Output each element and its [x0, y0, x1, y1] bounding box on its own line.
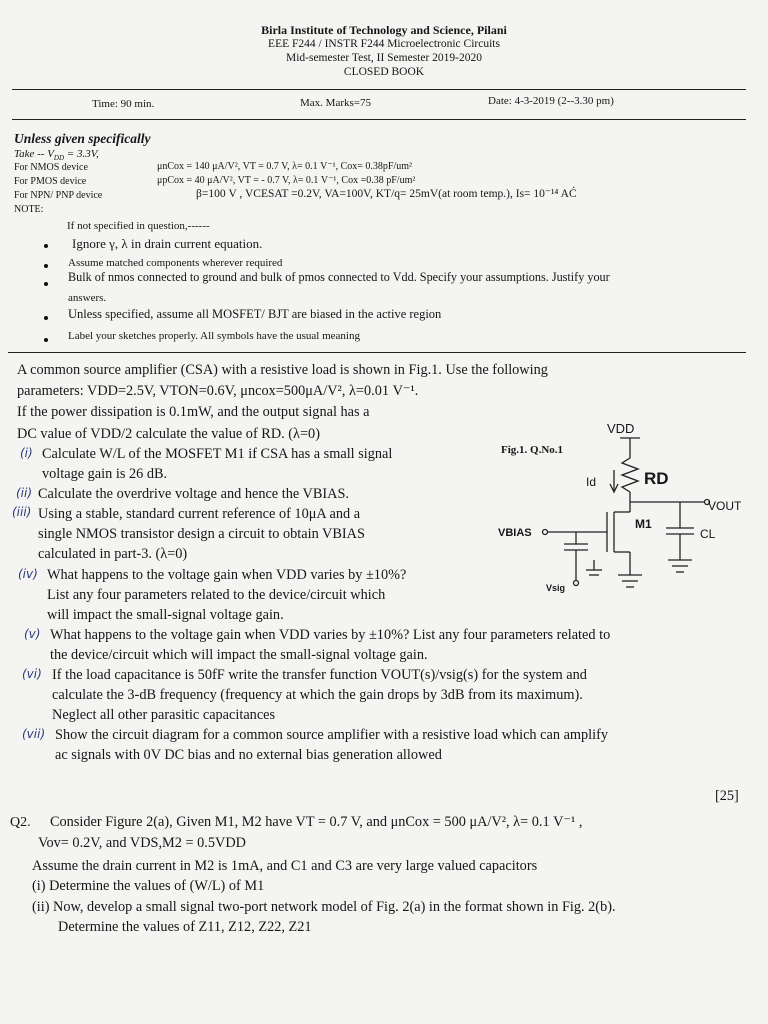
- fig1-vsig-label: Vsig: [546, 583, 566, 593]
- fig1-cl-label: CL: [700, 527, 716, 541]
- q1-part-5: What happens to the voltage gain when VDD varies by ±10%? List any four parameters related to: [50, 627, 611, 643]
- q1-part-1-cont: voltage gain is 26 dB.: [42, 466, 168, 482]
- q2-part-2-cont: Determine the values of Z11, Z12, Z22, Z21: [58, 919, 312, 935]
- exam-date: Date: 4-3-2019 (2--3.30 pm): [488, 95, 614, 107]
- q1-part-7: Show the circuit diagram for a common source amplifier with a resistive load which can amplify: [55, 727, 609, 743]
- q1-part-4: What happens to the voltage gain when VDD varies by ±10%?: [47, 567, 407, 583]
- bullet-dot: [44, 264, 48, 268]
- bullet-dot: [44, 244, 48, 248]
- q1-part-6-cont: calculate the 3-dB frequency (frequency at which the gain drops by 3dB from its maximum).: [52, 687, 583, 703]
- q1-part-6-cont: Neglect all other parasitic capacitances: [52, 707, 276, 723]
- nmos-params: μnCox = 140 μA/V², VT = 0.7 V, λ= 0.1 V⁻¹, Cox= 0.38pF/um²: [157, 161, 413, 172]
- bjt-params: β=100 V , VCESAT =0.2V, VA=100V, KT/q= 25mV(at room temp.), Is= 10⁻¹⁴ AĆ: [196, 188, 577, 200]
- q2-part-1: (i) Determine the values of (W/L) of M1: [32, 878, 265, 894]
- fig1-id-label: Id: [586, 475, 597, 489]
- q2-part-2: (ii) Now, develop a small signal two-port network model of Fig. 2(a) in the format shown in Fig. 2(b).: [32, 899, 616, 915]
- q2-mark: Q2.: [10, 815, 31, 830]
- fig1-vbias-label: VBIAS: [498, 527, 532, 539]
- note-label: NOTE:: [14, 204, 44, 215]
- institute-name: Birla Institute of Technology and Science, Pilani: [261, 23, 507, 37]
- q1-part-3-mark: (iii): [12, 505, 32, 519]
- note-item: Ignore γ, λ in drain current equation.: [72, 236, 263, 251]
- fig1-circuit: [490, 410, 760, 615]
- q1-marks: [25]: [715, 788, 739, 804]
- fig1-m1-label: M1: [635, 517, 652, 531]
- nmos-label: For NMOS device: [14, 162, 88, 173]
- course-title: EEE F244 / INSTR F244 Microelectronic Circuits: [268, 38, 500, 50]
- q1-line-4: DC value of VDD/2 calculate the value of RD. (λ=0): [17, 426, 320, 442]
- q1-part-7-mark: (vii): [22, 727, 46, 741]
- params-take: Take -- $V_{DD} = 3.3V$,: [14, 148, 99, 163]
- exam-mode: CLOSED BOOK: [343, 66, 425, 78]
- params-title: Unless given specifically: [14, 131, 151, 146]
- q1-part-5-cont: the device/circuit which will impact the small-signal voltage gain.: [50, 647, 428, 663]
- q1-part-3-cont: single NMOS transistor design a circuit to obtain VBIAS: [38, 526, 365, 542]
- max-marks: Max. Marks=75: [300, 97, 371, 109]
- q1-line-2: parameters: VDD=2.5V, VTON=0.6V, μncox=500μA/V², λ=0.01 V⁻¹.: [17, 383, 419, 399]
- note-item: Bulk of nmos connected to ground and bulk of pmos connected to Vdd. Specify your assumptions. Justify your: [68, 270, 610, 284]
- q1-part-7-cont: ac signals with 0V DC bias and no external bias generation allowed: [55, 747, 442, 763]
- pmos-params: μpCox = 40 μA/V², VT = - 0.7 V, λ= 0.1 V⁻¹, Cox =0.38 pF/um²: [157, 175, 416, 186]
- q1-part-4-cont: List any four parameters related to the device/circuit which: [47, 587, 386, 603]
- note-item-continued: answers.: [68, 292, 107, 304]
- q2-line-2: Vov= 0.2V, and VDS,M2 = 0.5VDD: [38, 835, 246, 851]
- q1-part-1-mark: (i): [20, 446, 33, 460]
- note-item: Unless specified, assume all MOSFET/ BJT are biased in the active region: [68, 307, 442, 321]
- note-item: Assume matched components wherever required: [68, 257, 283, 269]
- bjt-label: For NPN/ PNP device: [14, 190, 103, 201]
- header-top-rule: [12, 89, 746, 90]
- q1-part-2: Calculate the overdrive voltage and hence the VBIAS.: [38, 486, 349, 502]
- fig1-vout-label: VOUT: [708, 499, 742, 513]
- fig1-rd-label: RD: [644, 469, 669, 488]
- q1-part-3-cont: calculated in part-3. (λ=0): [38, 546, 188, 562]
- q1-part-6-mark: (vi): [22, 667, 42, 681]
- q1-part-6: If the load capacitance is 50fF write the transfer function VOUT(s)/vsig(s) for the system and: [52, 667, 587, 683]
- q1-part-3: Using a stable, standard current reference of 10μA and a: [38, 506, 361, 522]
- fig1-vdd-label: VDD: [607, 421, 635, 436]
- q1-part-4-cont: will impact the small-signal voltage gain.: [47, 607, 284, 623]
- section-rule: [8, 352, 746, 353]
- note-item: Label your sketches properly. All symbols have the usual meaning: [68, 330, 360, 342]
- q1-part-1: Calculate W/L of the MOSFET M1 if CSA has a small signal: [42, 446, 393, 462]
- q1-line-1: A common source amplifier (CSA) with a resistive load is shown in Fig.1. Use the following: [17, 362, 548, 378]
- q1-line-3: If the power dissipation is 0.1mW, and the output signal has a: [17, 404, 370, 420]
- q2-line-3: Assume the drain current in M2 is 1mA, and C1 and C3 are very large valued capacitors: [32, 858, 538, 874]
- q1-part-5-mark: (v): [24, 627, 41, 641]
- q2-line-1: Consider Figure 2(a), Given M1, M2 have VT = 0.7 V, and μnCox = 500 μA/V², λ= 0.1 V⁻¹ ,: [50, 814, 583, 830]
- q1-part-4-mark: (iv): [18, 567, 38, 581]
- fig1-caption: Fig.1. Q.No.1: [501, 444, 564, 456]
- bullet-dot: [44, 316, 48, 320]
- exam-title: Mid-semester Test, II Semester 2019-2020: [285, 52, 483, 64]
- header-bottom-rule: [12, 119, 746, 120]
- bullet-dot: [44, 338, 48, 342]
- exam-time: Time: 90 min.: [92, 98, 155, 110]
- pmos-label: For PMOS device: [14, 176, 87, 187]
- bullet-dot: [44, 282, 48, 286]
- note-intro: If not specified in question,------: [67, 220, 210, 232]
- q1-part-2-mark: (ii): [16, 486, 33, 500]
